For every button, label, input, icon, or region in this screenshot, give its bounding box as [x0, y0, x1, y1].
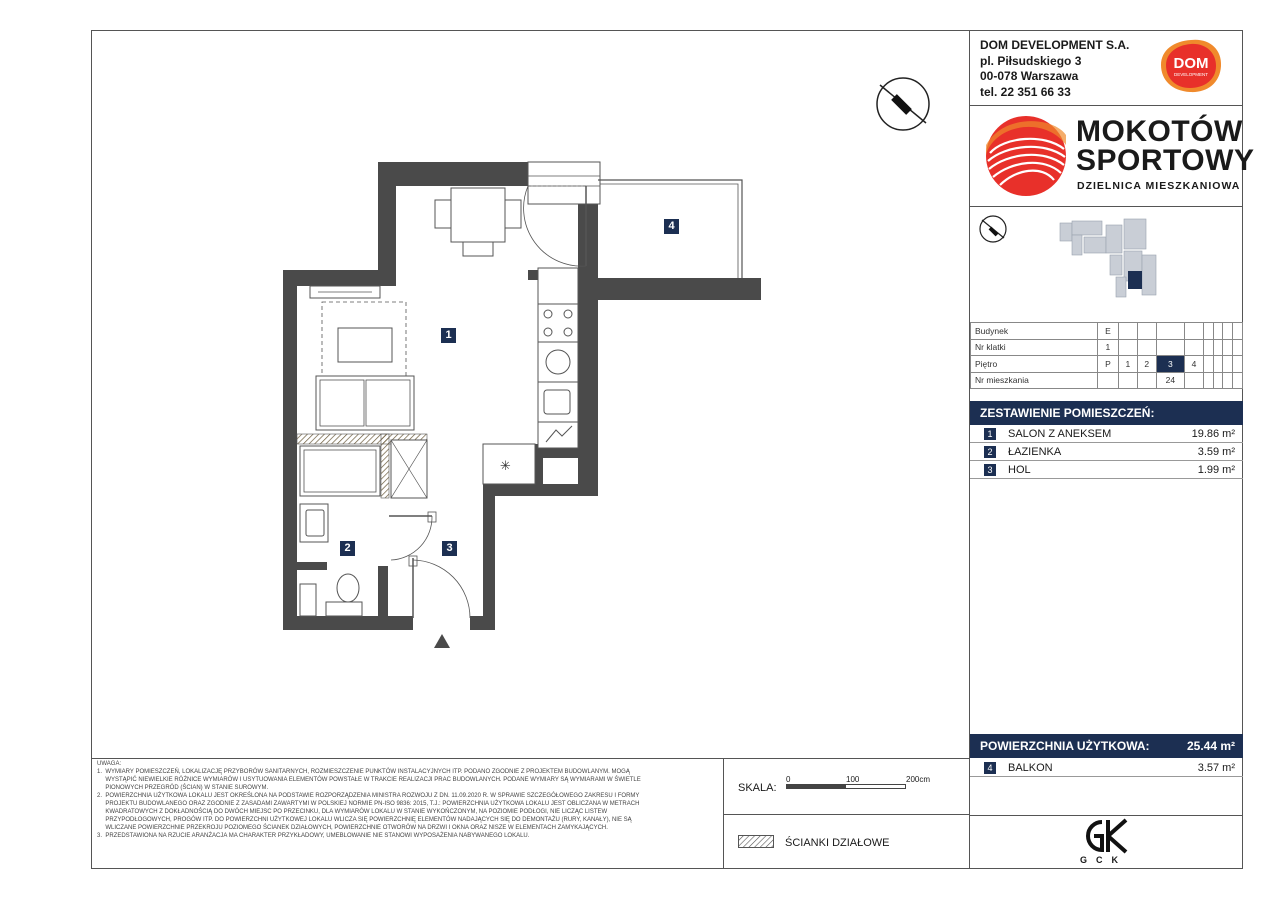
- floor-option: 2: [1137, 356, 1156, 373]
- apartment-info-table: [970, 322, 1243, 389]
- key-plan-compass-icon: [976, 212, 1010, 246]
- room-badge-1: 1: [441, 328, 456, 343]
- company-city: 00-078 Warszawa: [980, 69, 1079, 83]
- building-value: E: [1098, 323, 1119, 340]
- svg-text:DOM: DOM: [1173, 55, 1209, 72]
- notes-line: PRZYPODŁOGOWYCH, PROGÓW ITP. DO POWIERZCHNI UŻYTKOWEJ LOKALU WLICZA SIĘ POWIERZCHNIĘ ELEMENTÓW NADAJĄCYCH SIĘ DO DEMONTAŻU (RURY, KANAŁY), NIE SĄ: [97, 817, 632, 823]
- notes-line: 2. POWIERZCHNIA UŻYTKOWA LOKALU JEST OKREŚLONA NA PODSTAWIE ROZPORZĄDZENIA MINISTRA ROZWOJU Z DN. 11.09.2020 R. W SPRAWIE SZCZEGÓŁOWEGO ZAKRESU I FORMY: [97, 793, 640, 799]
- project-divider: [969, 206, 1243, 207]
- gck-text: GCK: [1080, 855, 1127, 865]
- scale-divider: [723, 814, 969, 815]
- gck-divider: [969, 815, 1243, 816]
- notes-line: WYSTĄPIĆ NIEWIELKIE RÓŻNICE WYMIARÓW I USYTUOWANIA ELEMENTÓW POWSTAŁE W TRAKCIE REALIZACJI PRAC BUDOWLANYCH. PODANE WYMIARY SĄ WYMIARAMI W ŚWIETLE: [97, 777, 641, 783]
- company-phone: tel. 22 351 66 33: [980, 84, 1071, 99]
- stair-label: Nr klatki: [971, 339, 1098, 356]
- project-name-line1: MOKOTÓW: [1076, 115, 1243, 148]
- room-badge-4: 4: [664, 219, 679, 234]
- floor-option: P: [1098, 356, 1119, 373]
- apartment-label: Nr mieszkania: [971, 372, 1098, 389]
- project-tagline: DZIELNICA MIESZKANIOWA: [1077, 180, 1241, 192]
- mokotow-sportowy-logo-mark: [984, 115, 1068, 197]
- dom-development-logo: [1158, 38, 1224, 94]
- key-plan-map: [1058, 215, 1163, 305]
- balcony-row: 4 BALKON 3.57 m²: [970, 759, 1243, 777]
- north-arrow-icon: [877, 78, 929, 130]
- room-row: 2 ŁAZIENKA 3.59 m²: [970, 443, 1243, 461]
- gck-logo: [1080, 818, 1132, 854]
- notes-line: WLICZANE POWIERZCHNIE PRZEKROJU POZIOMEGO ŚCIANEK DZIAŁOWYCH, POWIERZCHNIE OTWORÓW NA DRZWI I OKNA ORAZ NISZE W ELEMENTACH ZAMYKAJĄCYCH.: [97, 825, 608, 831]
- company-divider: [969, 105, 1243, 106]
- project-name-line2: SPORTOWY: [1076, 144, 1255, 177]
- floor-option-selected: 3: [1156, 356, 1184, 373]
- company-info: [980, 38, 1129, 100]
- company-street: pl. Piłsudskiego 3: [980, 53, 1082, 68]
- scale-tick-100: 100: [846, 775, 860, 784]
- floor-option: 1: [1118, 356, 1137, 373]
- room-badge-3: 3: [442, 541, 457, 556]
- notes-line: KWADRATOWYCH Z DOKŁADNOŚCIĄ DO DWÓCH MIEJSC PO PRZECINKU, DLA WYMIARÓW LOKALU W STANIE WYKOŃCZONYM, NA POZIOMIE PODŁOGI, NIE LICZĄC LISTEW: [97, 809, 608, 815]
- scale-label: SKALA:: [738, 782, 777, 794]
- notes-line: PIONOWYCH PRZEGRÓD (ŚCIAN) W STANIE SUROWYM.: [97, 785, 269, 791]
- notes-line: 1. WYMIARY POMIESZCZEŃ, LOKALIZACJĘ PRZYBORÓW SANITARNYCH, ROZMIESZCZENIE PUNKTÓW INSTALACYJNYCH ITP. PODANO ZGODNIE Z PROJEKTEM BUDOWLANYM. MOGĄ: [97, 769, 630, 775]
- total-area-value: 25.44 m²: [1186, 739, 1235, 753]
- total-area-label: POWIERZCHNIA UŻYTKOWA:: [980, 739, 1150, 753]
- room-badge-2: 2: [340, 541, 355, 556]
- notes-line: PROJEKTU BUDOWLANEGO ORAZ ZGODNIE Z ZASADAMI ZAWARTYMI W POLSKIEJ NORMIE PN-ISO 9836: 2015, T.J.: POWIERZCHNIA UŻYTKOWA LOKALU JEST OBLICZANA W METRACH: [97, 801, 640, 807]
- scale-tick-0: 0: [786, 775, 791, 784]
- floor-option: 4: [1185, 356, 1204, 373]
- scale-bar: [786, 784, 906, 789]
- stair-value: 1: [1098, 339, 1119, 356]
- footer-divider: [91, 758, 969, 759]
- floor-label: Piętro: [971, 356, 1098, 373]
- total-area-bar: [970, 734, 1243, 758]
- partition-legend-label: ŚCIANKI DZIAŁOWE: [785, 837, 890, 849]
- notes-block: [97, 760, 717, 840]
- building-label: Budynek: [971, 323, 1098, 340]
- room-row: 3 HOL 1.99 m²: [970, 461, 1243, 479]
- partition-legend-swatch: [738, 835, 774, 848]
- scale-tick-200: 200cm: [906, 775, 931, 784]
- svg-text:✳: ✳: [500, 459, 511, 474]
- notes-line: 3. PRZEDSTAWIONA NA RZUCIE ARANŻACJA MA CHARAKTER PRZYKŁADOWY, UMEBLOWANIE NIE STANOWI WYPOSAŻENIA NABYWANEGO LOKALU.: [97, 833, 530, 839]
- floor-plan: [91, 30, 969, 758]
- notes-title: UWAGA:: [97, 761, 122, 767]
- rooms-header: ZESTAWIENIE POMIESZCZEŃ:: [970, 401, 1243, 425]
- company-name: DOM DEVELOPMENT S.A.: [980, 38, 1130, 52]
- apartment-value: 24: [1156, 372, 1184, 389]
- room-row: 1 SALON Z ANEKSEM 19.86 m²: [970, 425, 1243, 443]
- svg-text:DEVELOPMENT: DEVELOPMENT: [1173, 72, 1209, 77]
